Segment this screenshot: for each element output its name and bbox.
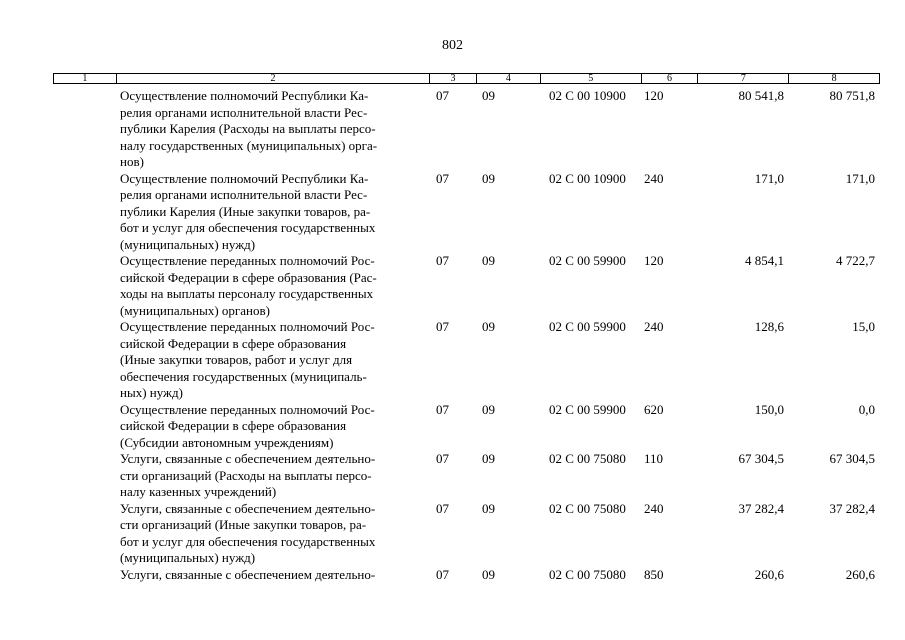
- row-value-2: 67 304,5: [829, 451, 875, 466]
- row-target-article: 02 С 00 75080: [549, 500, 626, 516]
- row-value-2: 0,0: [858, 401, 875, 417]
- column-header-3: 3: [430, 74, 477, 83]
- row-value-2: 15,0: [852, 319, 875, 334]
- row-value-2: 260,6: [845, 566, 875, 582]
- row-section: 07: [436, 319, 449, 334]
- row-target-article: 02 С 00 75080: [549, 451, 626, 466]
- row-section: 07: [436, 451, 449, 466]
- column-header-2: 2: [117, 74, 430, 83]
- row-section: 07: [436, 566, 449, 582]
- row-value-1: 150,0: [754, 401, 784, 417]
- table-row: [53, 501, 880, 567]
- row-value-2: 37 282,4: [829, 500, 875, 516]
- table-body: [53, 88, 880, 583]
- row-subsection: 09: [482, 253, 495, 268]
- row-expense-type: 120: [644, 88, 664, 103]
- row-description: Услуги, связанные с обеспечением деятельно- сти организаций (Расходы на выплаты персо- налу казенных учреждений): [120, 451, 376, 499]
- row-value-1: 67 304,5: [738, 451, 784, 466]
- row-subsection: 09: [482, 566, 495, 582]
- row-value-1: 4 854,1: [745, 253, 784, 268]
- table-row: [53, 402, 880, 452]
- row-value-2: 4 722,7: [836, 253, 875, 268]
- column-header-1: 1: [54, 74, 117, 83]
- row-description: Осуществление переданных полномочий Рос- сийской Федерации в сфере образования (Субсидии автономным учреждениям): [120, 401, 375, 450]
- row-expense-type: 850: [644, 566, 664, 582]
- row-value-1: 128,6: [754, 319, 784, 334]
- row-section: 07: [436, 500, 449, 516]
- row-section: 07: [436, 170, 449, 186]
- row-description: Услуги, связанные с обеспечением деятельно- сти организаций (Иные закупки товаров, ра- бот и услуг для обеспечения государственных (муниципальных) нужд): [120, 500, 376, 565]
- row-subsection: 09: [482, 401, 495, 417]
- row-target-article: 02 С 00 10900: [549, 170, 626, 186]
- table-row: [53, 319, 880, 402]
- row-subsection: 09: [482, 170, 495, 186]
- column-header-6: 6: [642, 74, 699, 83]
- row-value-1: 171,0: [754, 170, 784, 186]
- table-row: [53, 253, 880, 319]
- row-value-1: 260,6: [754, 566, 784, 582]
- row-section: 07: [436, 88, 449, 103]
- table-row: [53, 88, 880, 171]
- row-description: Осуществление переданных полномочий Рос- сийской Федерации в сфере образования (Иные закупки товаров, работ и услуг для обеспечения государственных (муниципаль- ных) нужд): [120, 319, 375, 400]
- row-target-article: 02 С 00 59900: [549, 319, 626, 334]
- row-value-1: 80 541,8: [738, 88, 784, 103]
- row-section: 07: [436, 401, 449, 417]
- column-header-8: 8: [831, 73, 837, 84]
- row-expense-type: 620: [644, 401, 664, 417]
- column-header-7: 7: [698, 74, 789, 83]
- row-target-article: 02 С 00 59900: [549, 253, 626, 268]
- row-expense-type: 240: [644, 319, 664, 334]
- row-expense-type: 240: [644, 170, 664, 186]
- row-description: Услуги, связанные с обеспечением деятельно-: [120, 566, 376, 582]
- table-header-row: [53, 73, 880, 84]
- row-expense-type: 120: [644, 253, 664, 268]
- table-row: [53, 451, 880, 501]
- column-header-4: 4: [477, 74, 541, 83]
- row-subsection: 09: [482, 319, 495, 334]
- row-subsection: 09: [482, 451, 495, 466]
- row-target-article: 02 С 00 75080: [549, 566, 626, 582]
- row-subsection: 09: [482, 500, 495, 516]
- row-description: Осуществление переданных полномочий Рос- сийской Федерации в сфере образования (Рас- ходы на выплаты персоналу государственных (муниципальных) органов): [120, 253, 377, 318]
- row-section: 07: [436, 253, 449, 268]
- table-row: [53, 567, 880, 584]
- row-value-2: 80 751,8: [829, 88, 875, 103]
- row-value-1: 37 282,4: [738, 500, 784, 516]
- page-number: 802: [442, 38, 463, 53]
- row-expense-type: 240: [644, 500, 664, 516]
- row-target-article: 02 С 00 10900: [549, 88, 626, 103]
- row-expense-type: 110: [644, 451, 664, 466]
- table-row: [53, 171, 880, 254]
- row-value-2: 171,0: [845, 170, 875, 186]
- row-description: Осуществление полномочий Республики Ка- релия органами исполнительной власти Рес- публики Карелия (Иные закупки товаров, ра- бот и услуг для обеспечения государственных (муниципальных) нужд): [120, 170, 376, 252]
- row-description: Осуществление полномочий Республики Ка- релия органами исполнительной власти Рес- публики Карелия (Расходы на выплаты персо- налу государственных (муниципальных) орга- нов): [120, 88, 378, 169]
- row-subsection: 09: [482, 88, 495, 103]
- row-target-article: 02 С 00 59900: [549, 401, 626, 417]
- column-header-5: 5: [541, 74, 642, 83]
